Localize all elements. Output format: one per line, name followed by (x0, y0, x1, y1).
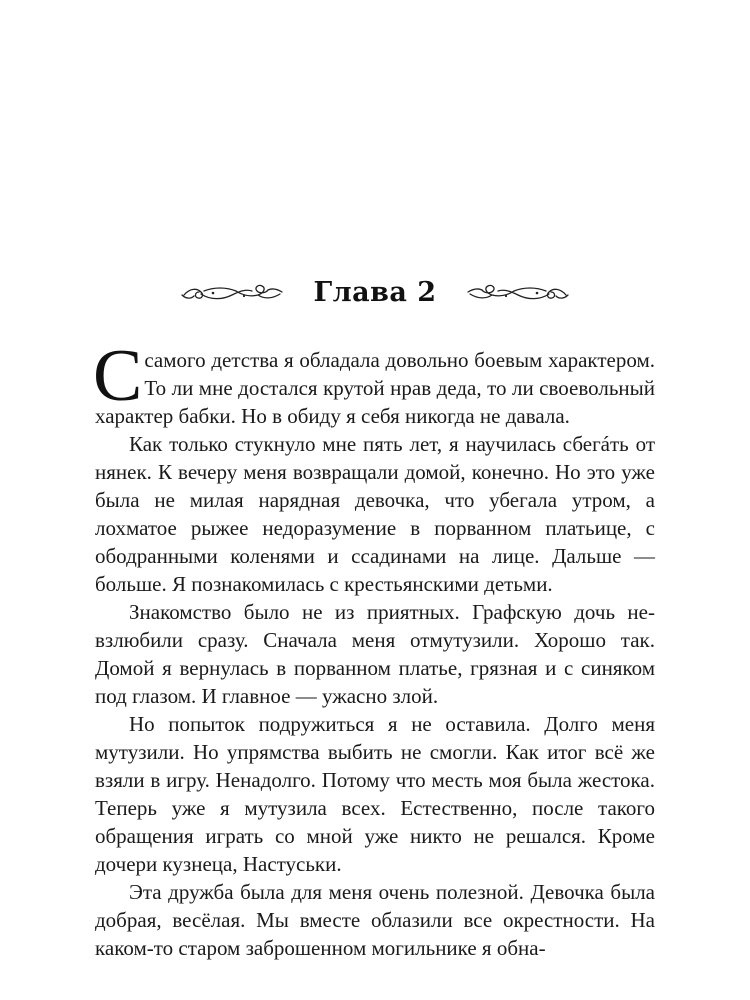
chapter-heading (0, 272, 750, 312)
paragraph-1 (93, 335, 655, 430)
paragraph-3: Знакомство было не из приятных. Графскую дочь невзлюбили сразу. Сначала меня отмутузили. Хорошо так. Домой я вернулась в порванном платье, грязная и с синяком под глазом. И главное — ужасно злой. (95, 600, 655, 708)
paragraph-5: Эта дружба была для меня очень полезной. Девочка была добрая, весёлая. Мы вместе облазили все окрестности. На каком-то старом заброшенном могильнике я обна- (95, 880, 655, 960)
paragraph-2: Как только стукнуло мне пять лет, я научилась сбегáть от нянек. К вечеру меня возвращали домой, конечно. Но это уже была не милая нарядная девочка, что убегала утром, а лохматое рыжее недоразумение в порванном платьице, с ободранными коленями и ссадинами на лице. Дальше — больше. Я познакомилась с крестьянскими детьми. (95, 432, 655, 596)
scroll-flourish-right-icon (465, 279, 570, 305)
paragraph-text: самого детства я обладала довольно боевым характером. То ли мне достался крутой нрав деда, то ли своевольный характер бабки. Но в обиду я себя никогда не давала. (95, 348, 655, 428)
scroll-flourish-left-icon (180, 279, 285, 305)
drop-cap: С (93, 335, 143, 417)
chapter-body (93, 335, 655, 962)
chapter-title: Глава 2 (313, 276, 437, 308)
paragraph-4: Но попыток подружиться я не оставила. Долго меня мутузили. Но упрямства выбить не смогли. Как итог всё же взяли в игру. Ненадолго. Потому что месть моя была жестока. Теперь уже я мутузила всех. Естественно, после такого обращения играть со мной уже никто не решался. Кроме дочери кузнеца, Настуськи. (95, 712, 655, 876)
